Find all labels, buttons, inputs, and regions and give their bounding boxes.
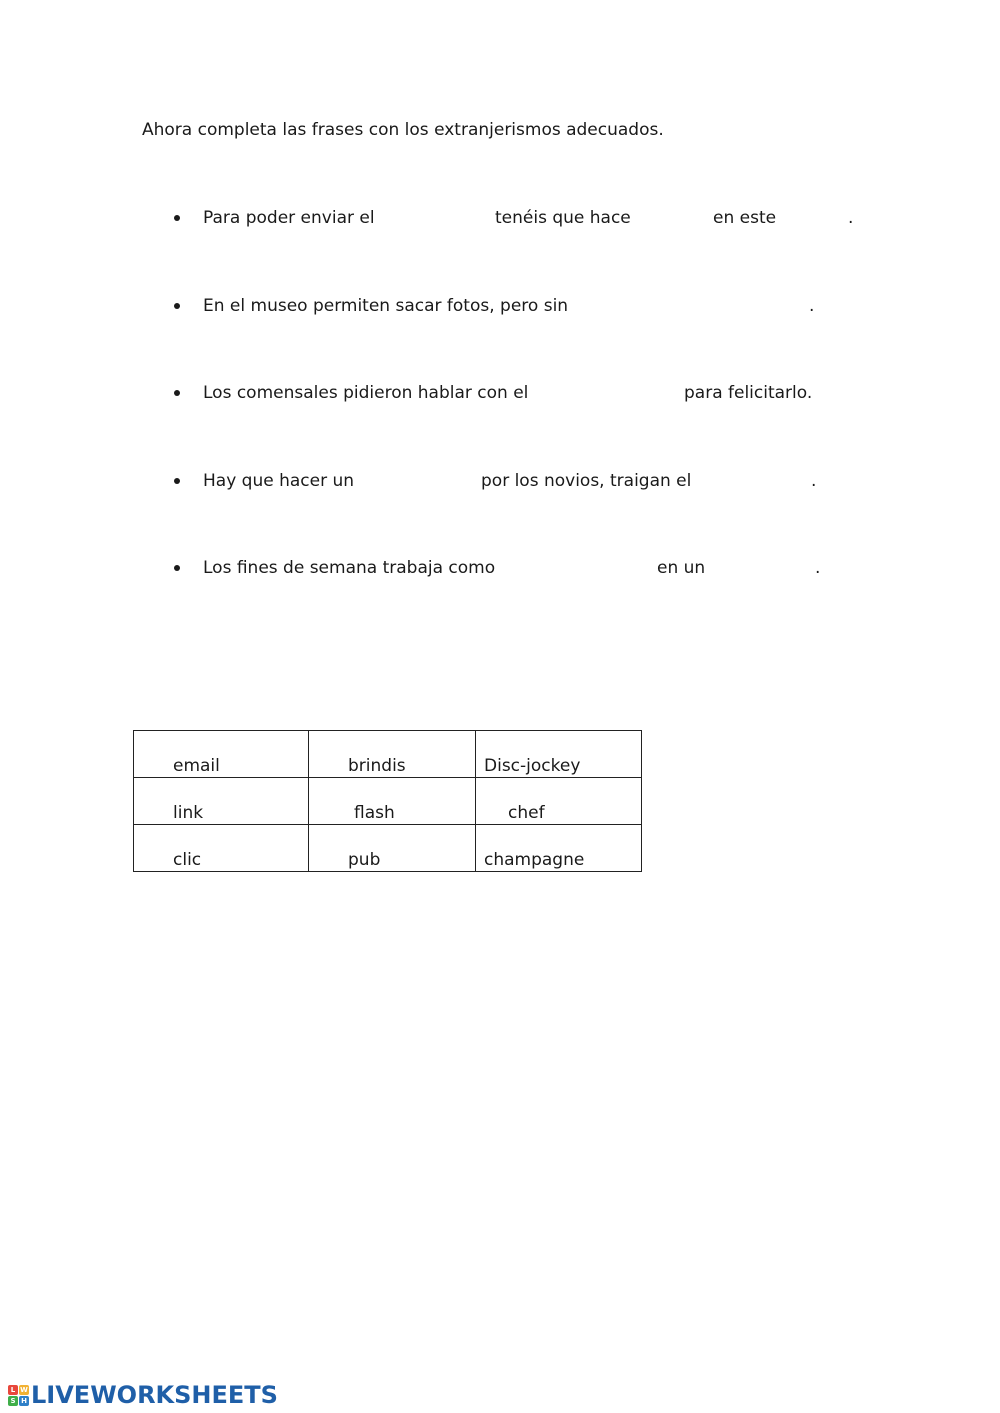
sentence-text: En el museo permiten sacar fotos, pero sin [203, 296, 569, 316]
sentence-item [0, 382, 1000, 406]
logo-square: S [8, 1396, 18, 1406]
table-cell [309, 731, 476, 778]
sentence-item [0, 557, 1000, 581]
word-bank-word: flash [354, 803, 395, 823]
table-cell [476, 731, 642, 778]
answer-blank[interactable] [572, 295, 810, 319]
brand-name: LIVEWORKSHEETS [31, 1381, 278, 1409]
word-bank-word: brindis [348, 756, 406, 776]
table-cell [134, 825, 309, 872]
word-bank-word: clic [173, 850, 202, 870]
sentence-text: . [848, 208, 854, 228]
sentence-text: tenéis que hace [495, 208, 631, 228]
logo-square: W [20, 1385, 28, 1394]
answer-blank[interactable] [378, 207, 494, 231]
sentence-text: en un [657, 558, 706, 578]
answer-blank[interactable] [696, 470, 812, 494]
sentence-text: para felicitarlo. [684, 383, 813, 403]
sentence-item [0, 470, 1000, 494]
bullet-icon [174, 565, 180, 571]
sentence-text: Los fines de semana trabaja como [203, 558, 496, 578]
sentence-text: por los novios, traigan el [481, 471, 692, 491]
sentence-text: Para poder enviar el [203, 208, 375, 228]
sentence-list [0, 0, 1000, 600]
answer-blank[interactable] [633, 207, 713, 231]
table-row [134, 731, 642, 778]
table-row [134, 778, 642, 825]
table-cell [476, 778, 642, 825]
answer-blank[interactable] [498, 557, 656, 581]
table-cell [476, 825, 642, 872]
sentence-text: . [811, 471, 817, 491]
word-bank-word: email [173, 756, 220, 776]
word-bank-table [133, 730, 642, 872]
sentence-text: Hay que hacer un [203, 471, 355, 491]
table-cell [134, 778, 309, 825]
sentence-item [0, 295, 1000, 319]
table-row [134, 825, 642, 872]
bullet-icon [174, 303, 180, 309]
word-bank-word: champagne [484, 850, 585, 870]
answer-blank[interactable] [780, 207, 850, 231]
sentence-item [0, 207, 1000, 231]
table-cell [134, 731, 309, 778]
word-bank-word: chef [508, 803, 545, 823]
sentence-text: en este [713, 208, 777, 228]
answer-blank[interactable] [358, 470, 480, 494]
sentence-text: Los comensales pidieron hablar con el [203, 383, 529, 403]
word-bank-word: link [173, 803, 204, 823]
instruction-text: Ahora completa las frases con los extranjerismos adecuados. [142, 120, 664, 140]
answer-blank[interactable] [710, 557, 816, 581]
word-bank-word: Disc-jockey [484, 756, 581, 776]
word-bank-word: pub [348, 850, 381, 870]
logo-square: H [19, 1396, 29, 1406]
table-cell [309, 778, 476, 825]
table-cell [309, 825, 476, 872]
liveworksheets-logo-icon [8, 1385, 29, 1406]
bullet-icon [174, 215, 180, 221]
answer-blank[interactable] [532, 382, 682, 406]
bullet-icon [174, 390, 180, 396]
bullet-icon [174, 478, 180, 484]
logo-square: L [8, 1385, 18, 1395]
sentence-text: . [809, 296, 815, 316]
sentence-text: . [815, 558, 821, 578]
liveworksheets-logo[interactable] [8, 1381, 278, 1409]
